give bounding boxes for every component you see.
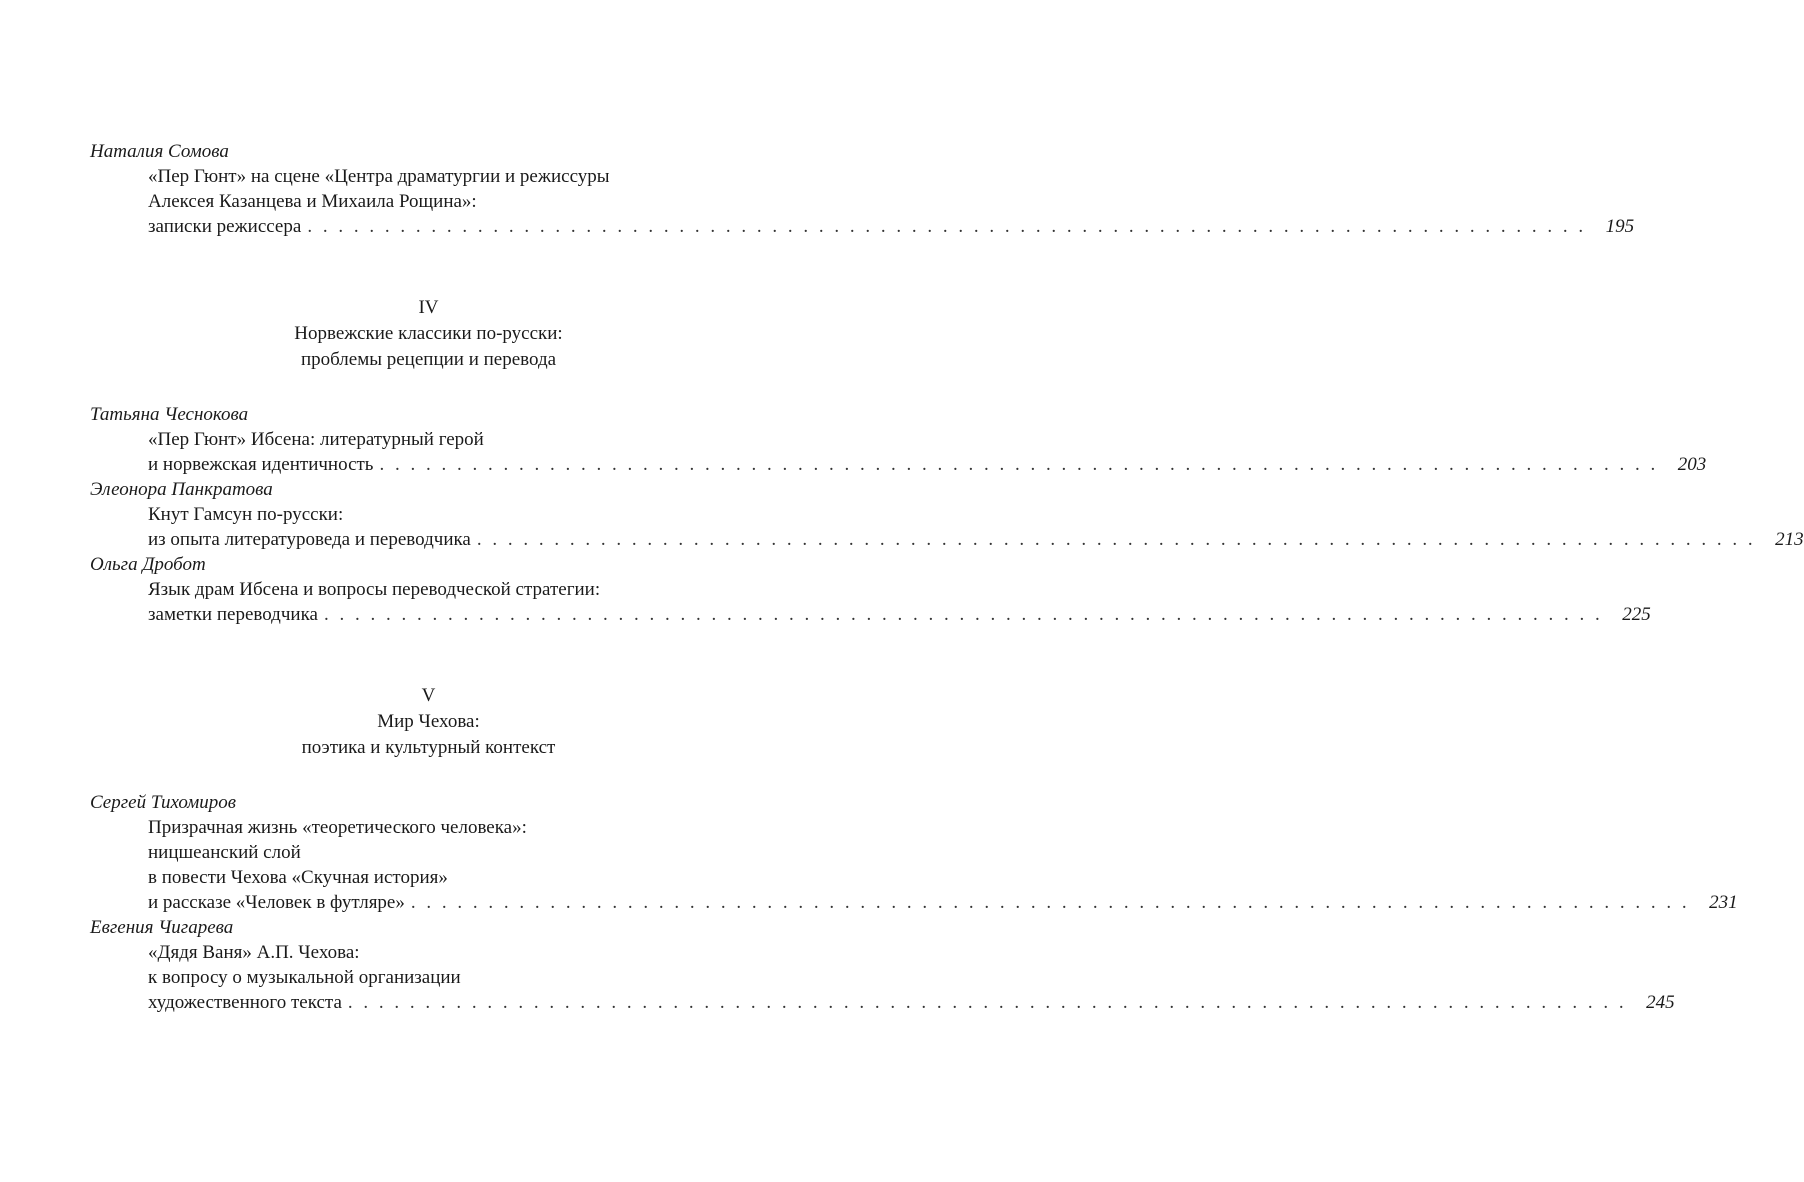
toc-title-line-last: из опыта литературоведа и переводчика . . . . . . . . . . . . . . . . . . . . . . . . . . . . . . . . . . . . . . . . . . . . . . . . . . . . . . . . . . . . . . . . . . . . . . . . . . . . . . . . . . . 213 (148, 529, 1804, 550)
dot-leader: . . . . . . . . . . . . . . . . . . . . . . . . . . . . . . . . . . . . . . . . . . . . . . . . . . . . . . . . . . . . . . . . . . . . . . . . . . . . . . . . . . . (379, 454, 1659, 475)
toc-title-line: Призрачная жизнь «теоретического человека»: (148, 817, 527, 838)
toc-author: Сергей Тихомиров (90, 792, 237, 813)
toc-title-line: «Пер Гюнт» Ибсена: литературный герой (148, 429, 484, 450)
toc-author: Ольга Дробот (90, 554, 206, 575)
dot-leader: . . . . . . . . . . . . . . . . . . . . . . . . . . . . . . . . . . . . . . . . . . . . . . . . . . . . . . . . . . . . . . . . . . . . . . . . . . . . . . . . . . . (307, 216, 1587, 237)
toc-title-line: «Дядя Ваня» А.П. Чехова: (148, 942, 360, 963)
page-number: 195 (1605, 216, 1635, 237)
section-title: Мир Чехова: (377, 711, 480, 732)
page-number: 213 (1775, 529, 1804, 550)
dot-leader: . . . . . . . . . . . . . . . . . . . . . . . . . . . . . . . . . . . . . . . . . . . . . . . . . . . . . . . . . . . . . . . . . . . . . . . . . . . . . . . . . . . (347, 992, 1627, 1013)
dot-leader: . . . . . . . . . . . . . . . . . . . . . . . . . . . . . . . . . . . . . . . . . . . . . . . . . . . . . . . . . . . . . . . . . . . . . . . . . . . . . . . . . . . (410, 892, 1690, 913)
toc-title-line: Алексея Казанцева и Михаила Рощина»: (148, 191, 477, 212)
dot-leader: . . . . . . . . . . . . . . . . . . . . . . . . . . . . . . . . . . . . . . . . . . . . . . . . . . . . . . . . . . . . . . . . . . . . . . . . . . . . . . . . . . . (476, 529, 1756, 550)
toc-author: Элеонора Панкратова (90, 479, 273, 500)
section-numeral: IV (418, 297, 439, 318)
toc-title-line: ницшеанский слой (148, 842, 301, 863)
page-number: 203 (1677, 454, 1707, 475)
toc-title-line: Язык драм Ибсена и вопросы переводческой стратегии: (148, 579, 601, 600)
section-title: Норвежские классики по-русски: (294, 323, 563, 344)
section-title: поэтика и культурный контекст (301, 737, 556, 758)
toc-author: Наталия Сомова (90, 141, 229, 162)
toc-title-line: к вопросу о музыкальной организации (148, 967, 461, 988)
toc-title-line-last: художественного текста . . . . . . . . . . . . . . . . . . . . . . . . . . . . . . . . . . . . . . . . . . . . . . . . . . . . . . . . . . . . . . . . . . . . . . . . . . . . . . . . . . . 245 (148, 992, 1675, 1013)
page-number: 231 (1709, 892, 1738, 913)
page-number: 245 (1646, 992, 1675, 1013)
toc-title-line-last: и рассказе «Человек в футляре» . . . . . . . . . . . . . . . . . . . . . . . . . . . . . . . . . . . . . . . . . . . . . . . . . . . . . . . . . . . . . . . . . . . . . . . . . . . . . . . . . . . 231 (148, 892, 1738, 913)
toc-author: Татьяна Чеснокова (90, 404, 249, 425)
page-number: 225 (1622, 604, 1651, 625)
dot-leader: . . . . . . . . . . . . . . . . . . . . . . . . . . . . . . . . . . . . . . . . . . . . . . . . . . . . . . . . . . . . . . . . . . . . . . . . . . . . . . . . . . . (323, 604, 1603, 625)
toc-title-line-last: заметки переводчика . . . . . . . . . . . . . . . . . . . . . . . . . . . . . . . . . . . . . . . . . . . . . . . . . . . . . . . . . . . . . . . . . . . . . . . . . . . . . . . . . . . 225 (148, 604, 1651, 625)
toc-author: Евгения Чигарева (90, 917, 234, 938)
section-title: проблемы рецепции и перевода (300, 349, 557, 370)
toc-title-line-last: и норвежская идентичность . . . . . . . . . . . . . . . . . . . . . . . . . . . . . . . . . . . . . . . . . . . . . . . . . . . . . . . . . . . . . . . . . . . . . . . . . . . . . . . . . . . 203 (148, 454, 1707, 475)
section-numeral: V (421, 685, 436, 706)
toc-title-line: в повести Чехова «Скучная история» (148, 867, 448, 888)
toc-title-line-last: записки режиссера . . . . . . . . . . . . . . . . . . . . . . . . . . . . . . . . . . . . . . . . . . . . . . . . . . . . . . . . . . . . . . . . . . . . . . . . . . . . . . . . . . . 195 (148, 216, 1635, 237)
toc-title-line: Кнут Гамсун по-русски: (148, 504, 344, 525)
toc-title-line: «Пер Гюнт» на сцене «Центра драматургии и режиссуры (148, 166, 610, 187)
